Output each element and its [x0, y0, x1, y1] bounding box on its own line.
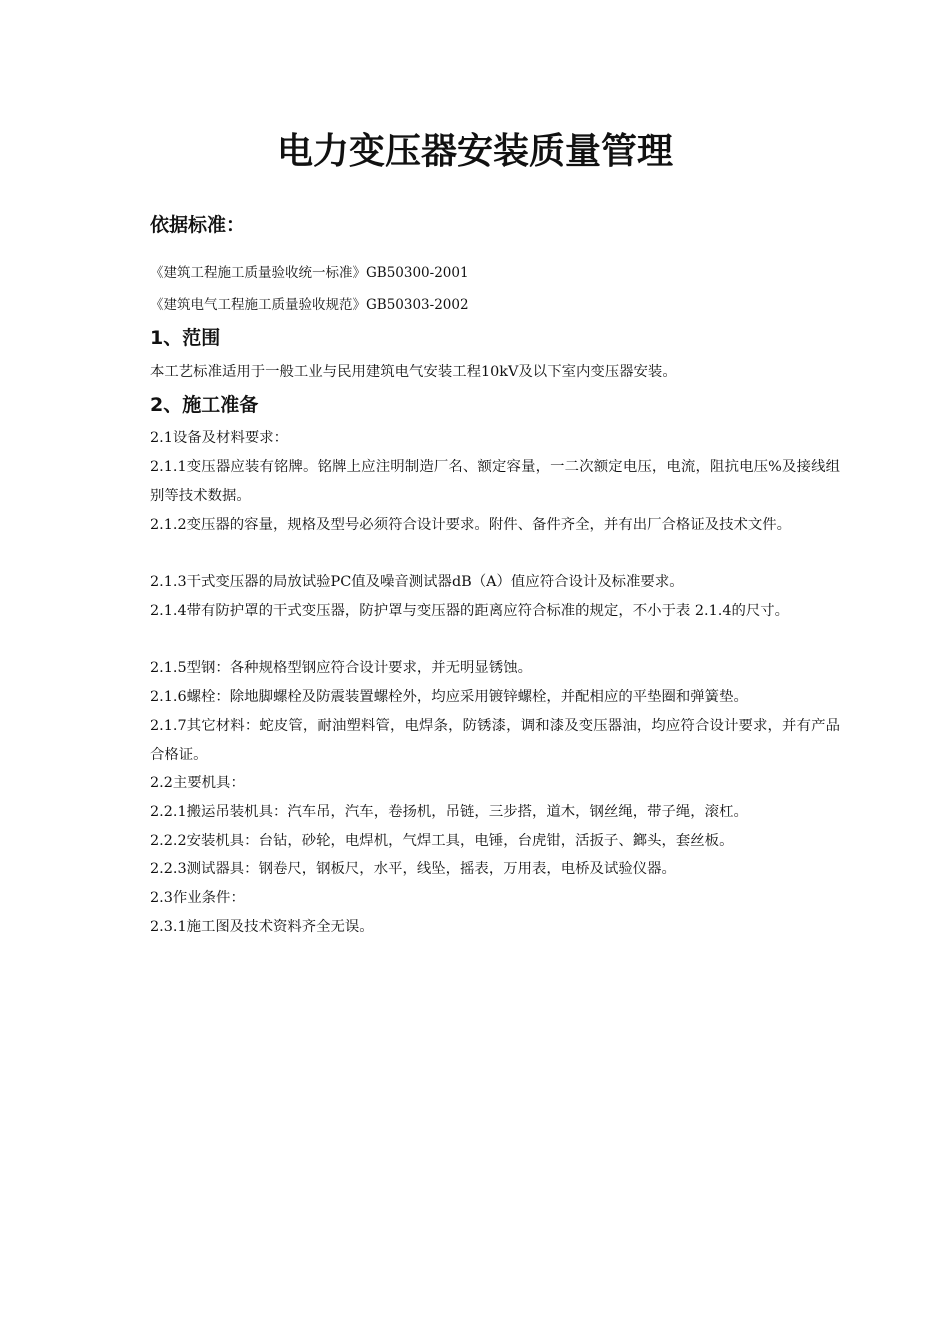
- clause: 2.2主要机具：: [150, 775, 245, 791]
- clause: 2.2.2安装机具：台钻，砂轮，电焊机，气焊工具，电锤，台虎钳，活扳子、鎯头，套丝板。: [150, 833, 734, 849]
- clause: 2.2.1搬运吊装机具：汽车吊，汽车，卷扬机，吊链，三步搭，道木，钢丝绳，带子绳，滚杠。: [150, 804, 748, 820]
- document-title: 电力变压器安装质量管理: [276, 131, 673, 172]
- clause: 2.3.1施工图及技术资料齐全无误。: [150, 919, 374, 935]
- clause: 2.1.3干式变压器的局放试验PC值及噪音测试器dB（A）值应符合设计及标准要求。: [150, 574, 684, 590]
- section-2-heading: 2、施工准备: [150, 394, 259, 416]
- clause: 2.3作业条件：: [150, 890, 245, 906]
- standard-item: 《建筑电气工程施工质量验收规范》GB50303-2002: [150, 297, 469, 313]
- clause: 2.2.3测试器具：钢卷尺，钢板尺，水平，线坠，摇表，万用表，电桥及试验仪器。: [150, 861, 676, 877]
- section-1-heading: 1、范围: [150, 327, 221, 349]
- section-1-text: 本工艺标准适用于一般工业与民用建筑电气安装工程10kV及以下室内变压器安装。: [150, 364, 677, 380]
- clause: 2.1.5型钢：各种规格型钢应符合设计要求，并无明显锈蚀。: [150, 660, 532, 676]
- basis-heading: 依据标准：: [150, 214, 246, 236]
- clause: 2.1.7其它材料：蛇皮管，耐油塑料管，电焊条，防锈漆，调和漆及变压器油，均应符合设计要求，并有产品合格证。: [150, 718, 840, 763]
- clause: 2.1.2变压器的容量，规格及型号必须符合设计要求。附件、备件齐全，并有出厂合格证及技术文件。: [150, 517, 792, 533]
- clause: 2.1设备及材料要求：: [150, 430, 289, 446]
- clause: 2.1.6螺栓：除地脚螺栓及防震装置螺栓外，均应采用镀锌螺栓，并配相应的平垫圈和弹簧垫。: [150, 689, 748, 705]
- standard-item: 《建筑工程施工质量验收统一标准》GB50300-2001: [150, 265, 469, 281]
- clause: 2.1.1变压器应装有铭牌。铭牌上应注明制造厂名、额定容量，一二次额定电压，电流，阻抗电压%及接线组别等技术数据。: [150, 459, 840, 504]
- clause: 2.1.4带有防护罩的干式变压器，防护罩与变压器的距离应符合标准的规定，不小于表 2.1.4的尺寸。: [150, 603, 790, 619]
